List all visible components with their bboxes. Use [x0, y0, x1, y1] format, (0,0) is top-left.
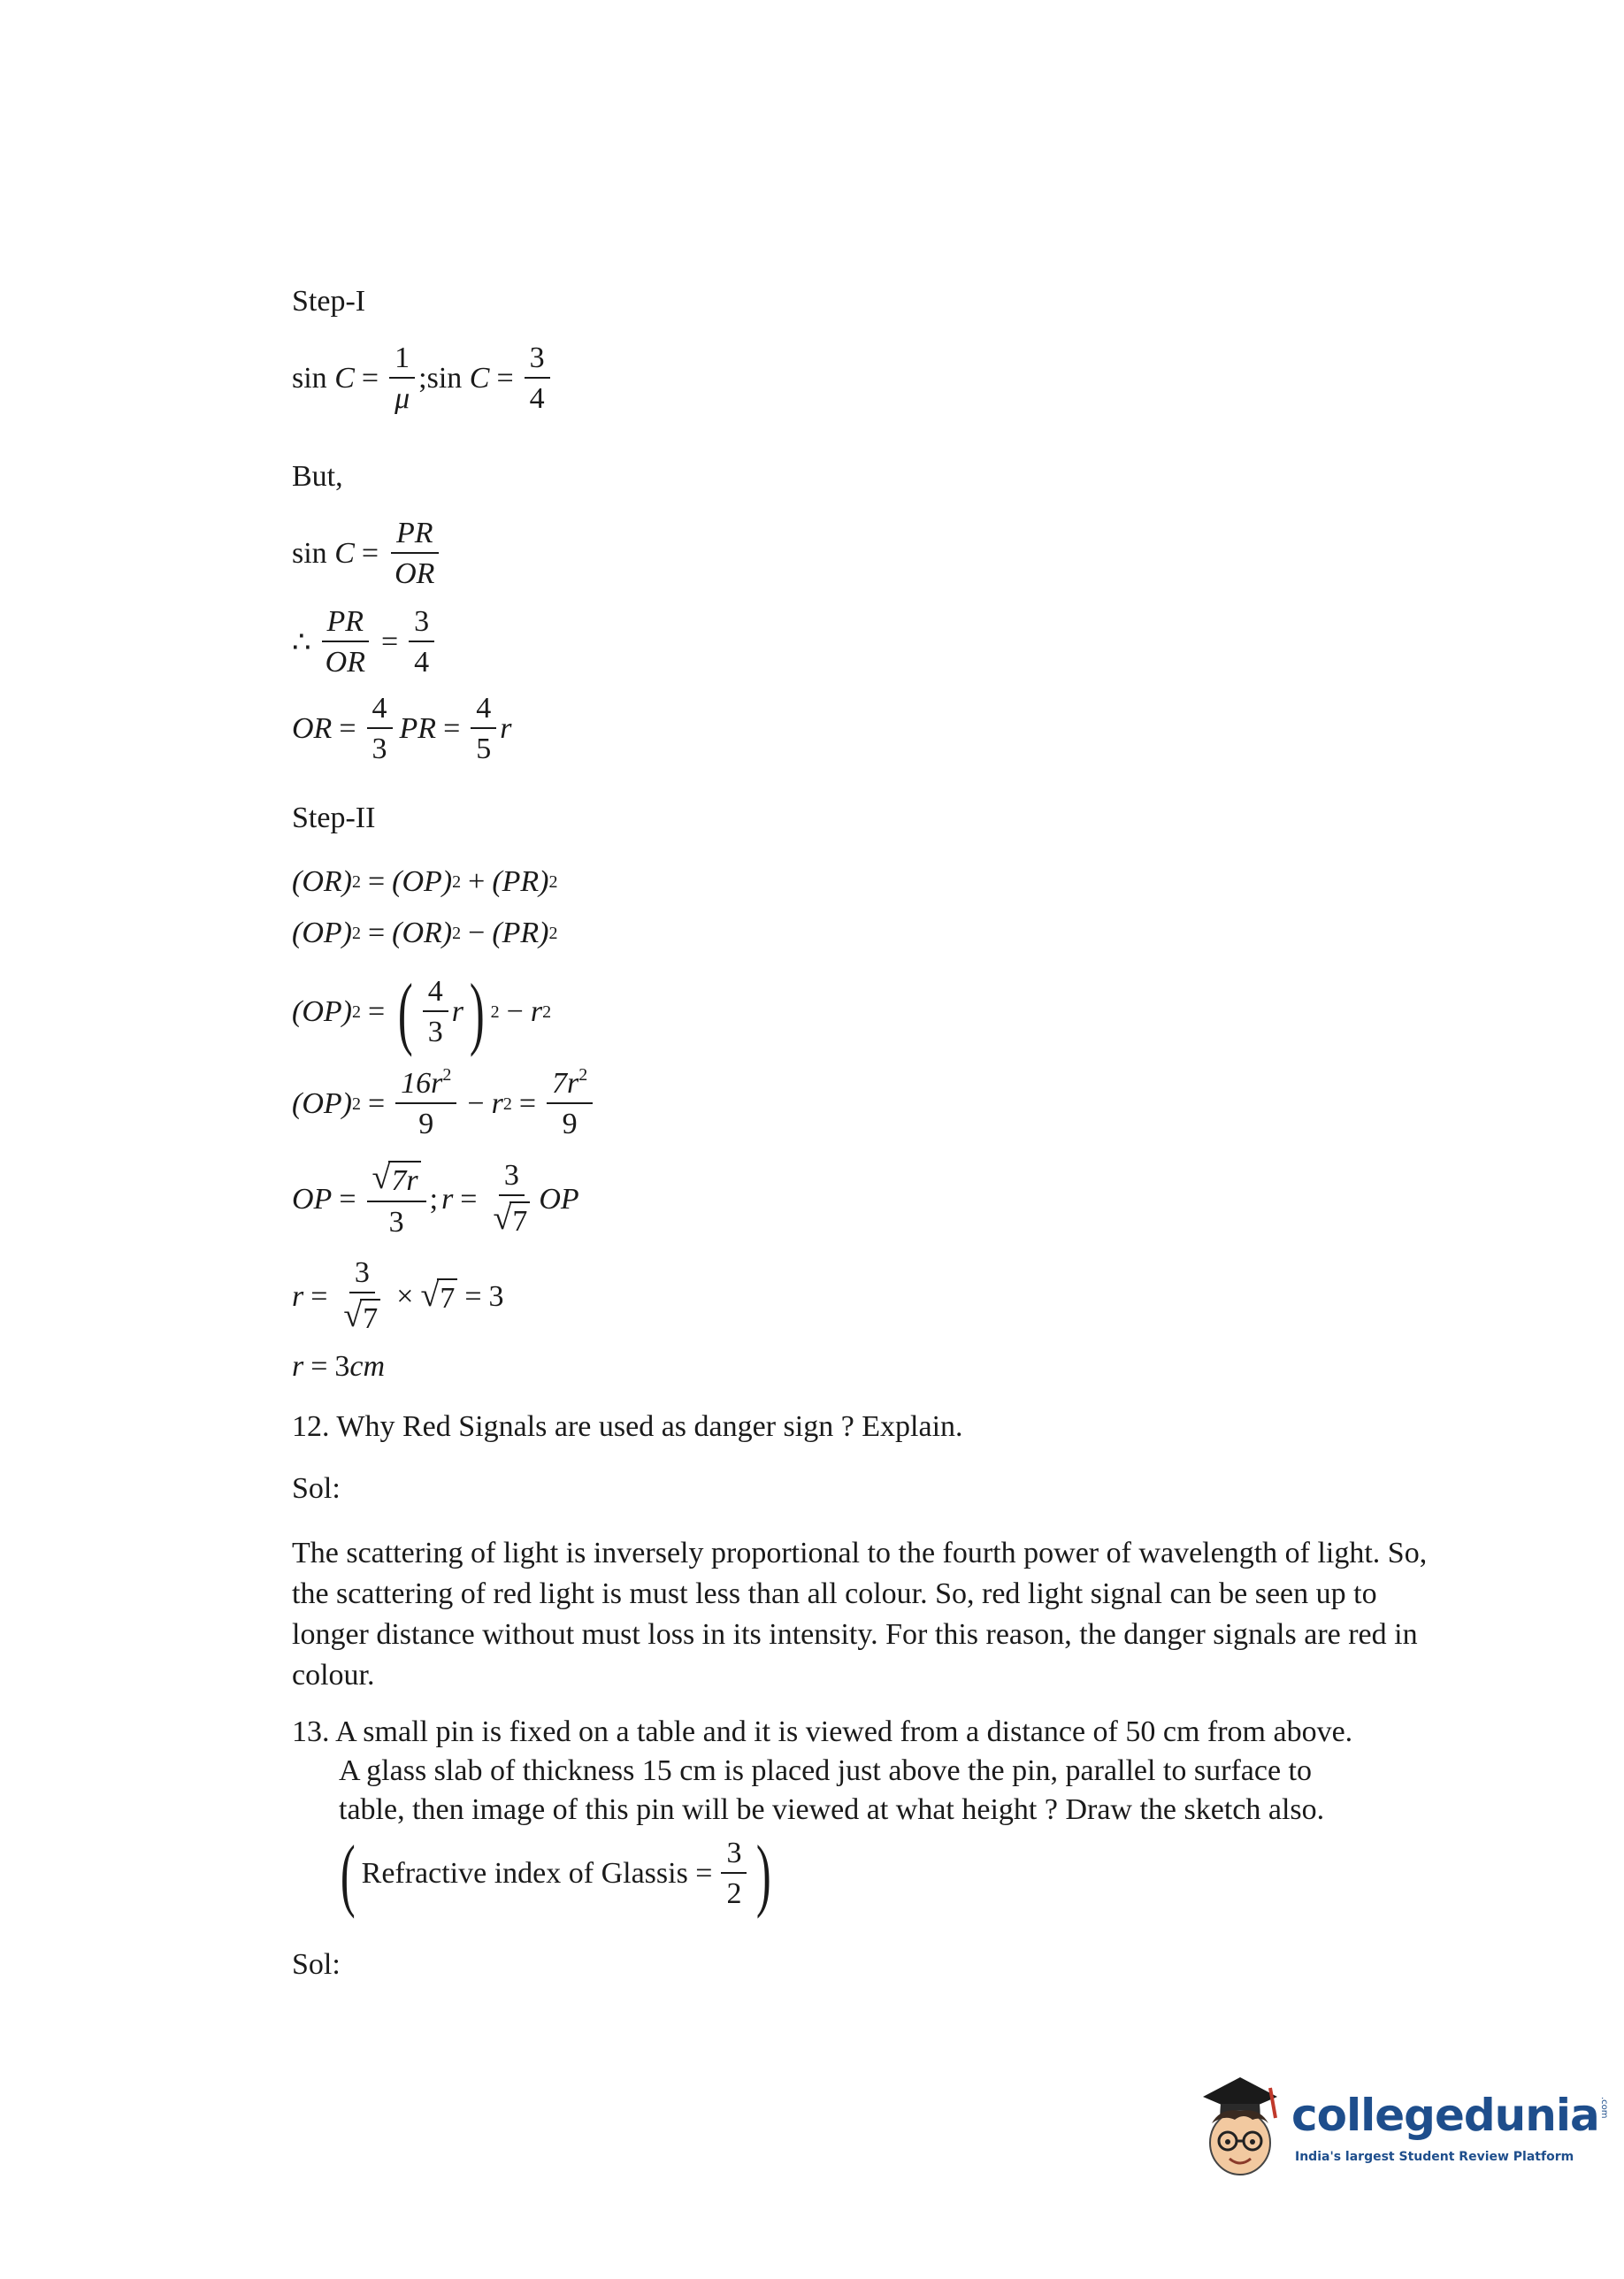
question-13: [292, 1713, 1459, 1830]
equation-r-value: r = 3 √ 7 × √ 7 = 3: [292, 1256, 504, 1335]
q13-sol-label: Sol:: [292, 1948, 341, 1981]
equation-sinc-1: sin C = $\frac{1}{\mu}$ ; sin C = $\frac{3}{4}$: [292, 343, 554, 414]
logo-tagline: India's largest Student Review Platform: [1295, 2150, 1574, 2164]
step2-heading: Step-II: [292, 802, 376, 834]
mascot-icon: [1185, 2061, 1291, 2185]
equation-ratio: ∴ $\frac{PR}{OR}$ = $\frac{3}{4}$: [292, 607, 438, 678]
question-12: 12. Why Red Signals are used as danger sign ? Explain.: [292, 1410, 963, 1443]
equation-op-simplified: (OP) 2 = $\frac{16r^2}{9}$ − r 2 = $\frac{7r^2}{9}$: [292, 1069, 596, 1140]
equation-or: OR = $\frac{4}{3}$ PR = $\frac{4}{5}$ r: [292, 692, 512, 765]
ri-label: Refractive index of Glassis =: [361, 1857, 713, 1890]
q13-line-3: table, then image of this pin will be viewed at what height ? Draw the sketch also.: [339, 1793, 1325, 1826]
q12-answer: The scattering of light is inversely proportional to the fourth power of wavelength of light. So, the scattering of red light is must less than all colour. So, red light signal can be seen up to longer distance without must loss in its intensity. For this reason, the danger signals are red in colour.: [292, 1537, 1428, 1692]
q13-line-1: 13. A small pin is fixed on a table and it is viewed from a distance of 50 cm from above.: [292, 1715, 1353, 1748]
equation-r-final: r = 3 cm: [292, 1350, 386, 1383]
logo-wordmark: collegedunia: [1291, 2090, 1599, 2141]
step1-heading: Step-I: [292, 285, 366, 318]
equation-op-squared: (OP) 2 = (OR) 2 − (PR) 2: [292, 917, 558, 949]
collegedunia-logo: [1185, 2061, 1609, 2185]
equation-op-root: OP = √ 7r 3 ; r = 3 √ 7 OP: [292, 1159, 579, 1239]
equation-op-substituted: (OP) 2 = ( $\frac{4}{3}$ r ) 2 − r 2: [292, 967, 552, 1057]
logo-dotcom: .com: [1598, 2097, 1609, 2119]
but-text: But,: [292, 460, 343, 493]
equation-pythagoras: (OR) 2 = (OP) 2 + (PR) 2: [292, 865, 558, 898]
q12-sol-label: Sol:: [292, 1472, 341, 1505]
q13-line-2: A glass slab of thickness 15 cm is placed just above the pin, parallel to surface to: [339, 1754, 1313, 1787]
equation-sinc-2: sin C = $\frac{PR}{OR}$: [292, 518, 443, 589]
refractive-index-note: ( Refractive index of Glassis = $\frac{3}{2}$ ): [340, 1829, 772, 1919]
